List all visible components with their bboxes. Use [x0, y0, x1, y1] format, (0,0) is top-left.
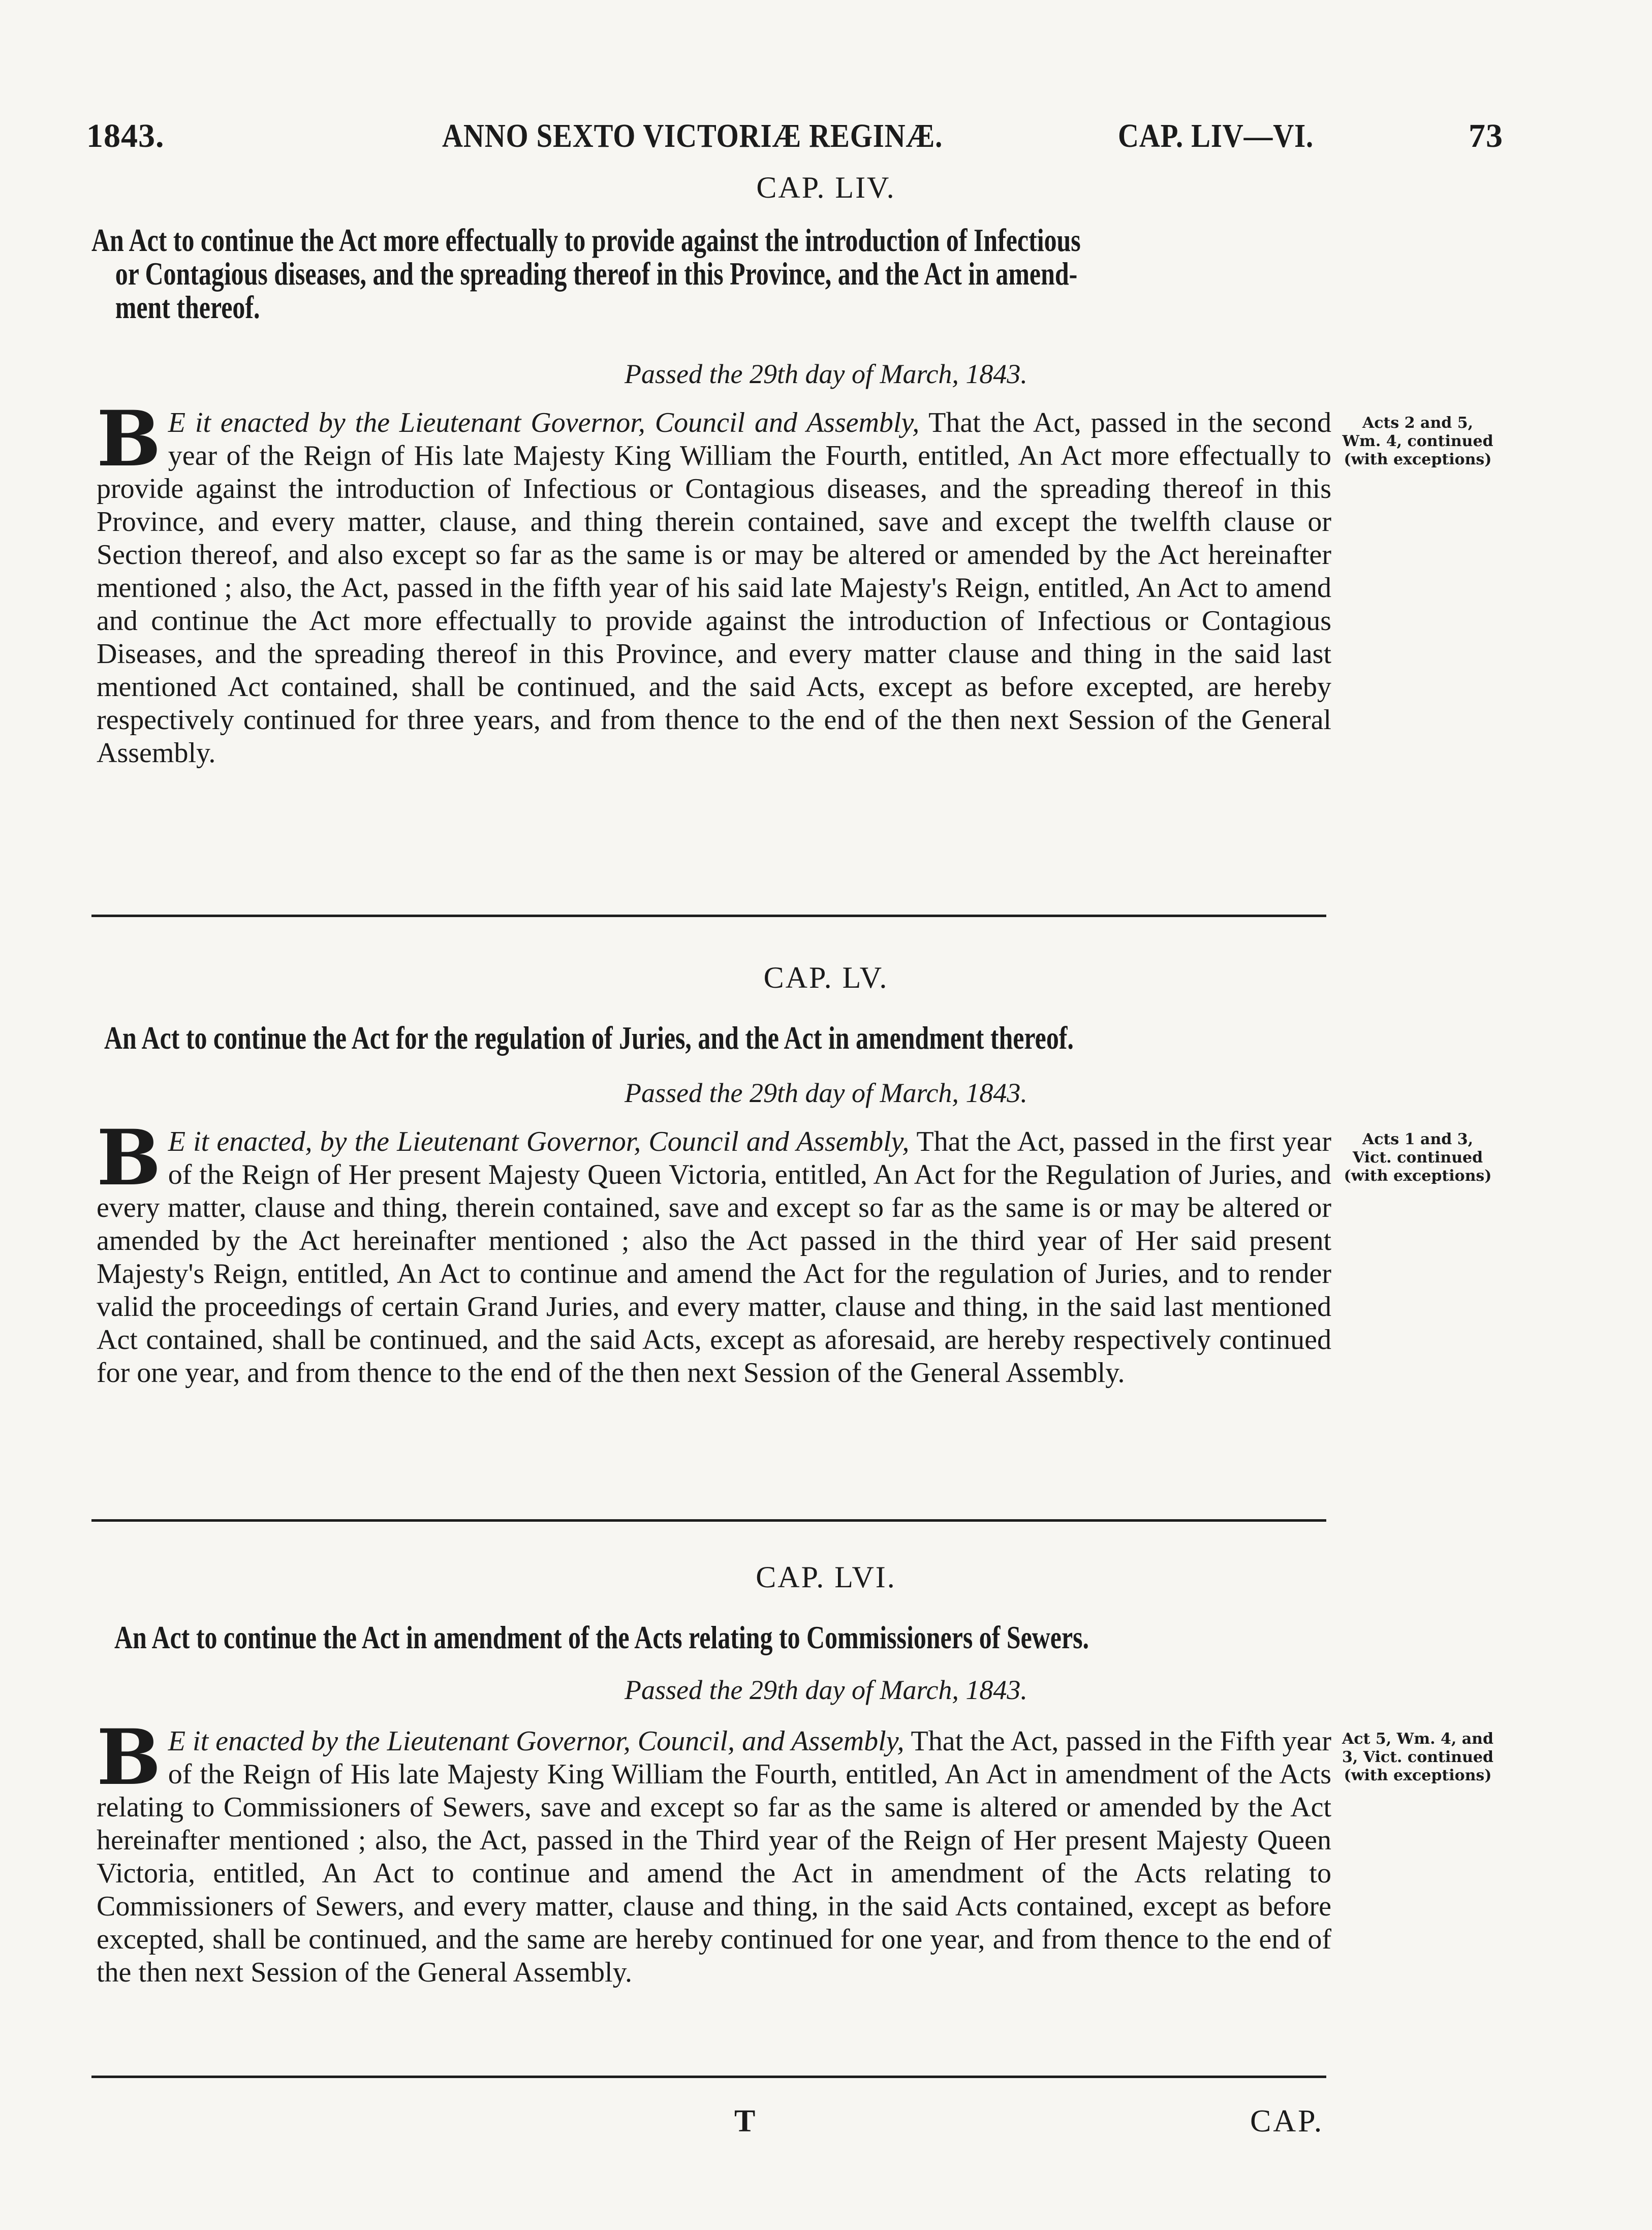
- passed-date: Passed the 29th day of March, 1843.: [625, 1675, 1027, 1705]
- cap-heading: CAP. LV.: [763, 961, 889, 994]
- catchword: CAP.: [1250, 2104, 1324, 2139]
- enactment-body: That the Act, passed in the Fifth year of the Reign of His late Majesty King William the Fourth, entitled, An Act in amendment of the Acts relating to Commissioners of Sewers, save and except so far as the same is altered or amended by the Act hereinafter mentioned ; also, the Act, passed in the Third year of the Reign of Her present Majesty Queen Victoria, entitled, An Act to continue and amend the Act in amendment of the Acts relating to Commissioners of Sewers, and every matter, clause and thing, in the said Acts contained, except as before excepted, shall be continued, and the same are hereby continued for one year, and from thence to the end of the then next Session of the General Assembly.: [97, 1725, 1331, 1988]
- running-head: [86, 117, 1503, 163]
- enactment-text: [97, 394, 1331, 770]
- margin-note: Acts 1 and 3, Vict. continued (with exceptions): [1344, 1130, 1492, 1185]
- enactment-text: [97, 1713, 1331, 1989]
- cap-heading: CAP. LVI.: [756, 1560, 896, 1594]
- enactment-body: That the Act, passed in the first year of the Reign of Her present Majesty Queen Victoria, entitled, An Act for the Regulation of Juries, and every matter, clause and thing, therein contained, save and except so far as the same is or may be altered or amended by the Act hereinafter mentioned ; also the Act passed in the third year of Her said present Majesty's Reign, entitled, An Act to continue and amend the Act for the regulation of Juries, and to render valid the proceedings of certain Grand Juries, and every matter, clause and thing, in the said last mentioned Act contained, shall be continued, and the said Acts, except as aforesaid, are hereby respectively continued for one year, and from thence to the end of the then next Session of the General Assembly.: [97, 1126, 1331, 1389]
- act-title-line: An Act to continue the Act in amendment of the Acts relating to Commissioners of Sewers.: [114, 1619, 1089, 1655]
- act-title-line: An Act to continue the Act for the regulation of Juries, and the Act in amendment thereof.: [104, 1020, 1074, 1056]
- header-chapters: CAP. LIV—VI.: [1118, 117, 1314, 154]
- cap-heading: CAP. LIV.: [756, 171, 896, 204]
- act-title: [91, 222, 1081, 325]
- drop-cap: B: [97, 394, 161, 484]
- signature-mark: T: [734, 2104, 756, 2139]
- act-title-line: ment thereof.: [115, 289, 260, 325]
- section-divider: [91, 1519, 1326, 1522]
- page-footer: [0, 2103, 1652, 2144]
- passed-date: Passed the 29th day of March, 1843.: [625, 359, 1027, 389]
- act-title: [104, 1021, 1075, 1055]
- act-title-line: An Act to continue the Act more effectually to provide against the introduction of Infectious: [91, 222, 1081, 258]
- act-title: [114, 1619, 1089, 1655]
- drop-cap: B: [97, 1113, 161, 1203]
- section-divider: [91, 915, 1326, 917]
- margin-note: Acts 2 and 5, Wm. 4, continued (with exceptions): [1342, 414, 1493, 468]
- header-title: ANNO SEXTO VICTORIÆ REGINÆ.: [442, 117, 943, 154]
- enacting-clause: E it enacted by the Lieutenant Governor, Council, and Assembly,: [168, 1725, 905, 1757]
- margin-note: Act 5, Wm. 4, and 3, Vict. continued (with exceptions): [1342, 1730, 1493, 1784]
- enacting-clause: E it enacted by the Lieutenant Governor, Council and Assembly,: [168, 407, 920, 438]
- page-number: 73: [1469, 117, 1503, 154]
- passed-date: Passed the 29th day of March, 1843.: [625, 1078, 1027, 1108]
- enactment-text: [97, 1113, 1331, 1390]
- act-title-line: or Contagious diseases, and the spreading thereof in this Province, and the Act in amend-: [115, 256, 1078, 292]
- drop-cap: B: [97, 1713, 161, 1802]
- enactment-body: That the Act, passed in the second year of the Reign of His late Majesty King William the Fourth, entitled, An Act more effectually to provide against the introduction of Infectious or Contagious diseases, and the spreading thereof in this Province, and every matter, clause, and thing therein contained, save and except the twelfth clause or Section thereof, and also except so far as the same is or may be altered or amended by the Act hereinafter mentioned ; also, the Act, passed in the fifth year of his said late Majesty's Reign, entitled, An Act to amend and continue the Act more effectually to provide against the introduction of Infectious or Contagious Diseases, and the spreading thereof in this Province, and every matter clause and thing in the said last mentioned Act contained, shall be continued, and the said Acts, except as before excepted, are hereby respectively continued for three years, and from thence to the end of the then next Session of the General Assembly.: [97, 407, 1331, 769]
- section-divider: [91, 2076, 1326, 2078]
- enacting-clause: E it enacted, by the Lieutenant Governor, Council and Assembly,: [168, 1126, 910, 1157]
- header-year: 1843.: [86, 117, 165, 154]
